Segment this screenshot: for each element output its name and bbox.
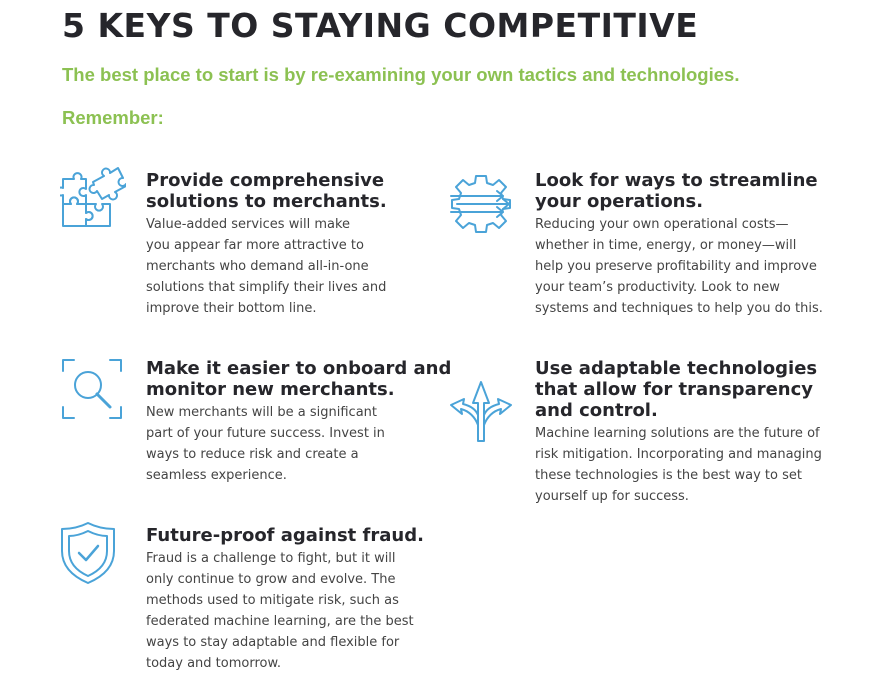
gear-arrows-icon (449, 172, 513, 236)
item-body (146, 214, 387, 319)
item-heading (146, 525, 424, 546)
key-item-adaptable-technologies (535, 358, 822, 507)
item-heading (535, 358, 822, 421)
heading-line: Provide comprehensive (146, 170, 385, 191)
body-line: methods used to mitigate risk, such as (146, 593, 399, 608)
body-line: ways to reduce risk and create a (146, 447, 359, 462)
heading-line: and control. (535, 400, 658, 421)
body-line: Fraud is a challenge to fight, but it will (146, 551, 396, 566)
item-heading (146, 170, 387, 212)
body-line: Reducing your own operational costs— (535, 217, 789, 232)
item-heading (535, 170, 823, 212)
body-line: ways to stay adaptable and flexible for (146, 635, 400, 650)
body-line: only continue to grow and evolve. The (146, 572, 396, 587)
puzzle-icon (60, 164, 126, 230)
key-item-future-proof-fraud (146, 525, 424, 674)
key-item-comprehensive-solutions (146, 170, 387, 319)
body-line: Machine learning solutions are the future of (535, 426, 820, 441)
body-line: improve their bottom line. (146, 301, 317, 316)
body-line: yourself up for success. (535, 489, 689, 504)
body-line: your team’s productivity. Look to new (535, 280, 780, 295)
body-line: solutions that simplify their lives and (146, 280, 387, 295)
body-line: whether in time, energy, or money—will (535, 238, 797, 253)
body-line: help you preserve profitability and improve (535, 259, 817, 274)
heading-line: Use adaptable technologies (535, 358, 818, 379)
body-line: merchants who demand all-in-one (146, 259, 369, 274)
body-line: risk mitigation. Incorporating and managing (535, 447, 822, 462)
item-body (146, 402, 451, 486)
body-line: seamless experience. (146, 468, 287, 483)
key-item-onboard-merchants (146, 358, 451, 486)
magnifier-scan-icon (60, 357, 124, 421)
heading-line: Make it easier to onboard and (146, 358, 452, 379)
body-line: you appear far more attractive to (146, 238, 364, 253)
item-body (146, 548, 424, 674)
heading-line: Future-proof against fraud. (146, 525, 424, 546)
body-line: today and tomorrow. (146, 656, 282, 671)
item-body (535, 423, 822, 507)
body-line: New merchants will be a significant (146, 405, 378, 420)
branching-arrows-icon (449, 379, 513, 443)
heading-line: Look for ways to streamline (535, 170, 818, 191)
body-line: systems and techniques to help you do this. (535, 301, 823, 316)
page-title: 5 KEYS TO STAYING COMPETITIVE (62, 6, 699, 45)
page-subtitle: The best place to start is by re-examining your own tactics and technologies. (62, 64, 740, 85)
remember-label: Remember: (62, 107, 164, 128)
body-line: part of your future success. Invest in (146, 426, 385, 441)
item-heading (146, 358, 451, 400)
heading-line: that allow for transparency (535, 379, 814, 400)
shield-check-icon (60, 521, 116, 585)
heading-line: your operations. (535, 191, 704, 212)
item-body (535, 214, 823, 319)
heading-line: solutions to merchants. (146, 191, 387, 212)
body-line: federated machine learning, are the best (146, 614, 414, 629)
heading-line: monitor new merchants. (146, 379, 395, 400)
body-line: these technologies is the best way to set (535, 468, 802, 483)
body-line: Value-added services will make (146, 217, 351, 232)
key-item-streamline-operations (535, 170, 823, 319)
